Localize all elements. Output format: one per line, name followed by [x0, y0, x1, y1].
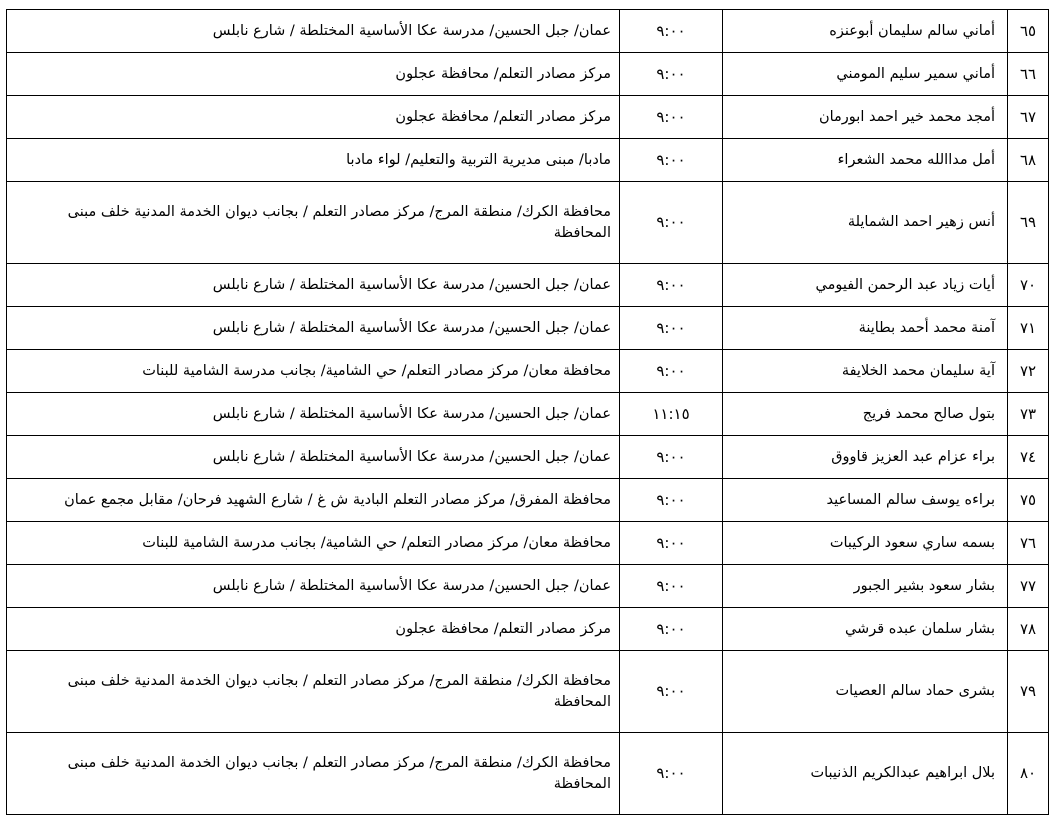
- time-cell: ٩:٠٠: [620, 479, 723, 522]
- location-cell: محافظة معان/ مركز مصادر التعلم/ حي الشامية/ بجانب مدرسة الشامية للبنات: [7, 350, 620, 393]
- location-cell: عمان/ جبل الحسين/ مدرسة عكا الأساسية المختلطة / شارع نابلس: [7, 565, 620, 608]
- name-cell: أمجد محمد خير احمد ابورمان: [723, 96, 1008, 139]
- time-cell: ٩:٠٠: [620, 264, 723, 307]
- table-row: [7, 651, 1049, 733]
- time-cell: ٩:٠٠: [620, 608, 723, 651]
- row-number-cell: ٧٩: [1008, 651, 1049, 733]
- table-row: [7, 53, 1049, 96]
- location-cell: مركز مصادر التعلم/ محافظة عجلون: [7, 608, 620, 651]
- location-cell: عمان/ جبل الحسين/ مدرسة عكا الأساسية المختلطة / شارع نابلس: [7, 436, 620, 479]
- location-cell: محافظة المفرق/ مركز مصادر التعلم البادية ش غ / شارع الشهيد فرحان/ مقابل مجمع عمان: [7, 479, 620, 522]
- row-number-cell: ٦٧: [1008, 96, 1049, 139]
- row-number-cell: ٧٠: [1008, 264, 1049, 307]
- table-row: [7, 307, 1049, 350]
- name-cell: أماني سالم سليمان أبوعنزه: [723, 10, 1008, 53]
- row-number-cell: ٧٤: [1008, 436, 1049, 479]
- location-cell: عمان/ جبل الحسين/ مدرسة عكا الأساسية المختلطة / شارع نابلس: [7, 10, 620, 53]
- location-cell: مركز مصادر التعلم/ محافظة عجلون: [7, 96, 620, 139]
- table-row: [7, 264, 1049, 307]
- table-row: [7, 436, 1049, 479]
- name-cell: بشار سلمان عبده قرشي: [723, 608, 1008, 651]
- table-row: [7, 479, 1049, 522]
- table-row: [7, 139, 1049, 182]
- table-row: [7, 608, 1049, 651]
- time-cell: ٩:٠٠: [620, 307, 723, 350]
- time-cell: ٩:٠٠: [620, 436, 723, 479]
- row-number-cell: ٧٢: [1008, 350, 1049, 393]
- table-row: [7, 733, 1049, 815]
- location-cell: عمان/ جبل الحسين/ مدرسة عكا الأساسية المختلطة / شارع نابلس: [7, 264, 620, 307]
- name-cell: بتول صالح محمد فريج: [723, 393, 1008, 436]
- time-cell: ٩:٠٠: [620, 565, 723, 608]
- time-cell: ١١:١٥: [620, 393, 723, 436]
- time-cell: ٩:٠٠: [620, 733, 723, 815]
- row-number-cell: ٦٥: [1008, 10, 1049, 53]
- time-cell: ٩:٠٠: [620, 10, 723, 53]
- location-cell: محافظة الكرك/ منطقة المرج/ مركز مصادر التعلم / بجانب ديوان الخدمة المدنية خلف مبنى المحافظة: [7, 182, 620, 264]
- name-cell: أماني سمير سليم المومني: [723, 53, 1008, 96]
- location-cell: محافظة الكرك/ منطقة المرج/ مركز مصادر التعلم / بجانب ديوان الخدمة المدنية خلف مبنى المحافظة: [7, 651, 620, 733]
- time-cell: ٩:٠٠: [620, 53, 723, 96]
- row-number-cell: ٧١: [1008, 307, 1049, 350]
- table-row: [7, 565, 1049, 608]
- name-cell: أيات زياد عبد الرحمن الفيومي: [723, 264, 1008, 307]
- time-cell: ٩:٠٠: [620, 96, 723, 139]
- table-row: [7, 182, 1049, 264]
- table-row: [7, 10, 1049, 53]
- time-cell: ٩:٠٠: [620, 522, 723, 565]
- name-cell: أمل مداالله محمد الشعراء: [723, 139, 1008, 182]
- location-cell: مركز مصادر التعلم/ محافظة عجلون: [7, 53, 620, 96]
- table-row: [7, 96, 1049, 139]
- name-cell: بشرى حماد سالم العصيات: [723, 651, 1008, 733]
- row-number-cell: ٧٦: [1008, 522, 1049, 565]
- table-row: [7, 350, 1049, 393]
- schedule-table-body: [7, 10, 1049, 815]
- row-number-cell: ٦٨: [1008, 139, 1049, 182]
- name-cell: براءه يوسف سالم المساعيد: [723, 479, 1008, 522]
- time-cell: ٩:٠٠: [620, 350, 723, 393]
- row-number-cell: ٧٧: [1008, 565, 1049, 608]
- row-number-cell: ٦٦: [1008, 53, 1049, 96]
- schedule-table: [6, 9, 1049, 815]
- time-cell: ٩:٠٠: [620, 139, 723, 182]
- row-number-cell: ٧٣: [1008, 393, 1049, 436]
- location-cell: محافظة الكرك/ منطقة المرج/ مركز مصادر التعلم / بجانب ديوان الخدمة المدنية خلف مبنى المحافظة: [7, 733, 620, 815]
- location-cell: عمان/ جبل الحسين/ مدرسة عكا الأساسية المختلطة / شارع نابلس: [7, 393, 620, 436]
- table-row: [7, 393, 1049, 436]
- time-cell: ٩:٠٠: [620, 182, 723, 264]
- location-cell: عمان/ جبل الحسين/ مدرسة عكا الأساسية المختلطة / شارع نابلس: [7, 307, 620, 350]
- name-cell: آمنة محمد أحمد بطاينة: [723, 307, 1008, 350]
- row-number-cell: ٦٩: [1008, 182, 1049, 264]
- name-cell: أنس زهير احمد الشمايلة: [723, 182, 1008, 264]
- location-cell: محافظة معان/ مركز مصادر التعلم/ حي الشامية/ بجانب مدرسة الشامية للبنات: [7, 522, 620, 565]
- row-number-cell: ٨٠: [1008, 733, 1049, 815]
- table-row: [7, 522, 1049, 565]
- row-number-cell: ٧٨: [1008, 608, 1049, 651]
- name-cell: آية سليمان محمد الخلايفة: [723, 350, 1008, 393]
- name-cell: براء عزام عبد العزيز قاووق: [723, 436, 1008, 479]
- time-cell: ٩:٠٠: [620, 651, 723, 733]
- name-cell: بشار سعود بشير الجبور: [723, 565, 1008, 608]
- name-cell: بسمه ساري سعود الركيبات: [723, 522, 1008, 565]
- row-number-cell: ٧٥: [1008, 479, 1049, 522]
- name-cell: بلال ابراهيم عبدالكريم الذنيبات: [723, 733, 1008, 815]
- location-cell: مادبا/ مبنى مديرية التربية والتعليم/ لواء مادبا: [7, 139, 620, 182]
